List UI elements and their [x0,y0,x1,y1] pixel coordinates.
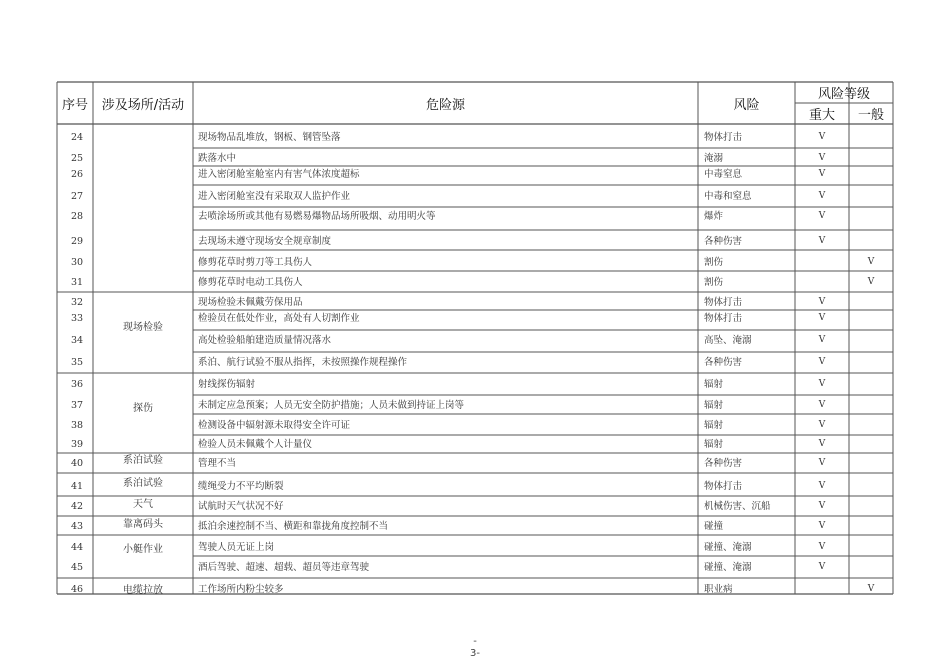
risk-text: 各种伤害 [704,458,743,469]
row-number: 29 [70,236,84,247]
row-number: 41 [70,481,84,492]
risk-text: 物体打击 [704,481,743,492]
hazard-text: 管理不当 [198,458,237,469]
major-mark: V [818,521,826,531]
area-label: 电缆拉放 [123,585,163,596]
major-mark: V [818,439,826,449]
hazard-text: 修剪花草时剪刀等工具伤人 [198,257,313,268]
hazard-text: 检测设备中辐射源未取得安全许可证 [198,420,351,431]
risk-text: 物体打击 [704,297,743,308]
footer-dash: - [473,636,477,647]
major-mark: V [818,501,826,511]
general-mark: V [867,584,875,594]
hazard-text: 驾驶人员无证上岗 [198,542,275,553]
risk-text: 机械伤害、沉船 [704,501,771,512]
risk-text: 各种伤害 [704,236,743,247]
major-mark: V [818,153,826,163]
risk-text: 割伤 [704,277,724,288]
risk-text: 辐射 [704,400,724,411]
risk-text: 高坠、淹溺 [704,335,752,346]
hazard-text: 去现场未遵守现场安全规章制度 [198,236,332,247]
hazard-text: 进入密闭舱室没有采取双人监护作业 [198,191,351,202]
row-number: 28 [70,211,84,222]
major-mark: V [818,562,826,572]
hazard-text: 进入密闭舱室舱室内有害气体浓度超标 [198,169,360,180]
risk-text: 中毒和窒息 [704,191,752,202]
header-risk: 风险 [733,97,760,113]
risk-text: 爆炸 [704,211,724,222]
risk-text: 辐射 [704,439,724,450]
row-number: 36 [70,379,84,390]
hazard-text: 未制定应急预案；人员无安全防护措施；人员未做到持证上岗等 [198,400,465,411]
major-mark: V [818,132,826,142]
hazard-text: 抵泊余速控制不当、横距和靠拢角度控制不当 [198,521,389,532]
hazard-text: 酒后驾驶、超速、超载、超员等违章驾驶 [198,562,370,573]
major-mark: V [818,313,826,323]
area-label: 靠离码头 [123,519,163,530]
header-general: 一般 [857,108,884,123]
risk-text: 碰撞、淹溺 [704,542,752,553]
risk-text: 割伤 [704,257,724,268]
row-number: 30 [70,257,84,268]
header-no: 序号 [61,97,88,113]
row-number: 32 [70,297,84,308]
row-number: 25 [70,153,84,164]
major-mark: V [818,357,826,367]
row-number: 31 [70,277,84,288]
major-mark: V [818,379,826,389]
major-mark: V [818,542,826,552]
row-number: 34 [70,335,84,346]
risk-text: 职业病 [704,584,733,595]
page-number: 3- [470,648,480,659]
row-number: 42 [70,501,84,512]
general-mark: V [867,257,875,267]
major-mark: V [818,335,826,345]
header-area: 涉及场所/活动 [101,97,185,113]
hazard-text: 检验人员未佩戴个人计量仪 [198,439,313,450]
hazard-text: 试航时天气状况不好 [198,501,284,512]
risk-text: 碰撞 [704,521,724,532]
risk-text: 物体打击 [704,132,743,143]
major-mark: V [818,297,826,307]
row-number: 44 [70,542,84,553]
row-number: 40 [70,458,84,469]
major-mark: V [818,420,826,430]
area-label: 探伤 [133,403,153,414]
row-number: 37 [70,400,84,411]
hazard-text: 现场物品乱堆放，钢板、钢管坠落 [198,132,341,143]
general-mark: V [867,277,875,287]
row-number: 24 [70,132,84,143]
header-risk-level: 风险等级 [817,87,870,102]
hazard-text: 工作场所内粉尘较多 [198,584,284,595]
major-mark: V [818,211,826,221]
row-number: 38 [70,420,84,431]
major-mark: V [818,169,826,179]
hazard-text: 系泊、航行试验不服从指挥，未按照操作规程操作 [198,357,408,368]
row-number: 35 [70,357,84,368]
area-label: 系泊试验 [123,455,163,466]
header-hazard: 危险源 [425,97,465,113]
major-mark: V [818,481,826,491]
risk-text: 碰撞、淹溺 [704,562,752,573]
hazard-text: 高处检验船舶建造质量情况落水 [198,335,332,346]
major-mark: V [818,400,826,410]
header-major: 重大 [808,108,835,123]
hazard-text: 去喷涂场所或其他有易燃易爆物品场所吸烟、动用明火等 [198,211,436,222]
risk-text: 辐射 [704,379,724,390]
hazard-text: 现场检验未佩戴劳保用品 [198,297,303,308]
row-number: 27 [70,191,84,202]
hazard-text: 跌落水中 [198,153,237,164]
area-label: 小艇作业 [123,544,163,555]
major-mark: V [818,236,826,246]
risk-text: 物体打击 [704,313,743,324]
row-number: 46 [70,584,84,595]
row-number: 43 [70,521,84,532]
risk-text: 各种伤害 [704,357,743,368]
major-mark: V [818,191,826,201]
hazard-text: 检验员在低处作业，高处有人切割作业 [198,313,360,324]
row-number: 33 [70,313,84,324]
area-label: 天气 [133,499,153,510]
hazard-text: 缆绳受力不平均断裂 [198,481,284,492]
major-mark: V [818,458,826,468]
row-number: 39 [70,439,84,450]
risk-text: 淹溺 [704,153,724,164]
hazard-text: 修剪花草时电动工具伤人 [198,277,303,288]
area-label: 现场检验 [123,322,163,333]
hazard-text: 射线探伤辐射 [198,379,256,390]
risk-text: 辐射 [704,420,724,431]
risk-text: 中毒窒息 [704,169,743,180]
area-label: 系泊试验 [123,478,163,489]
row-number: 45 [70,562,84,573]
row-number: 26 [70,169,84,180]
